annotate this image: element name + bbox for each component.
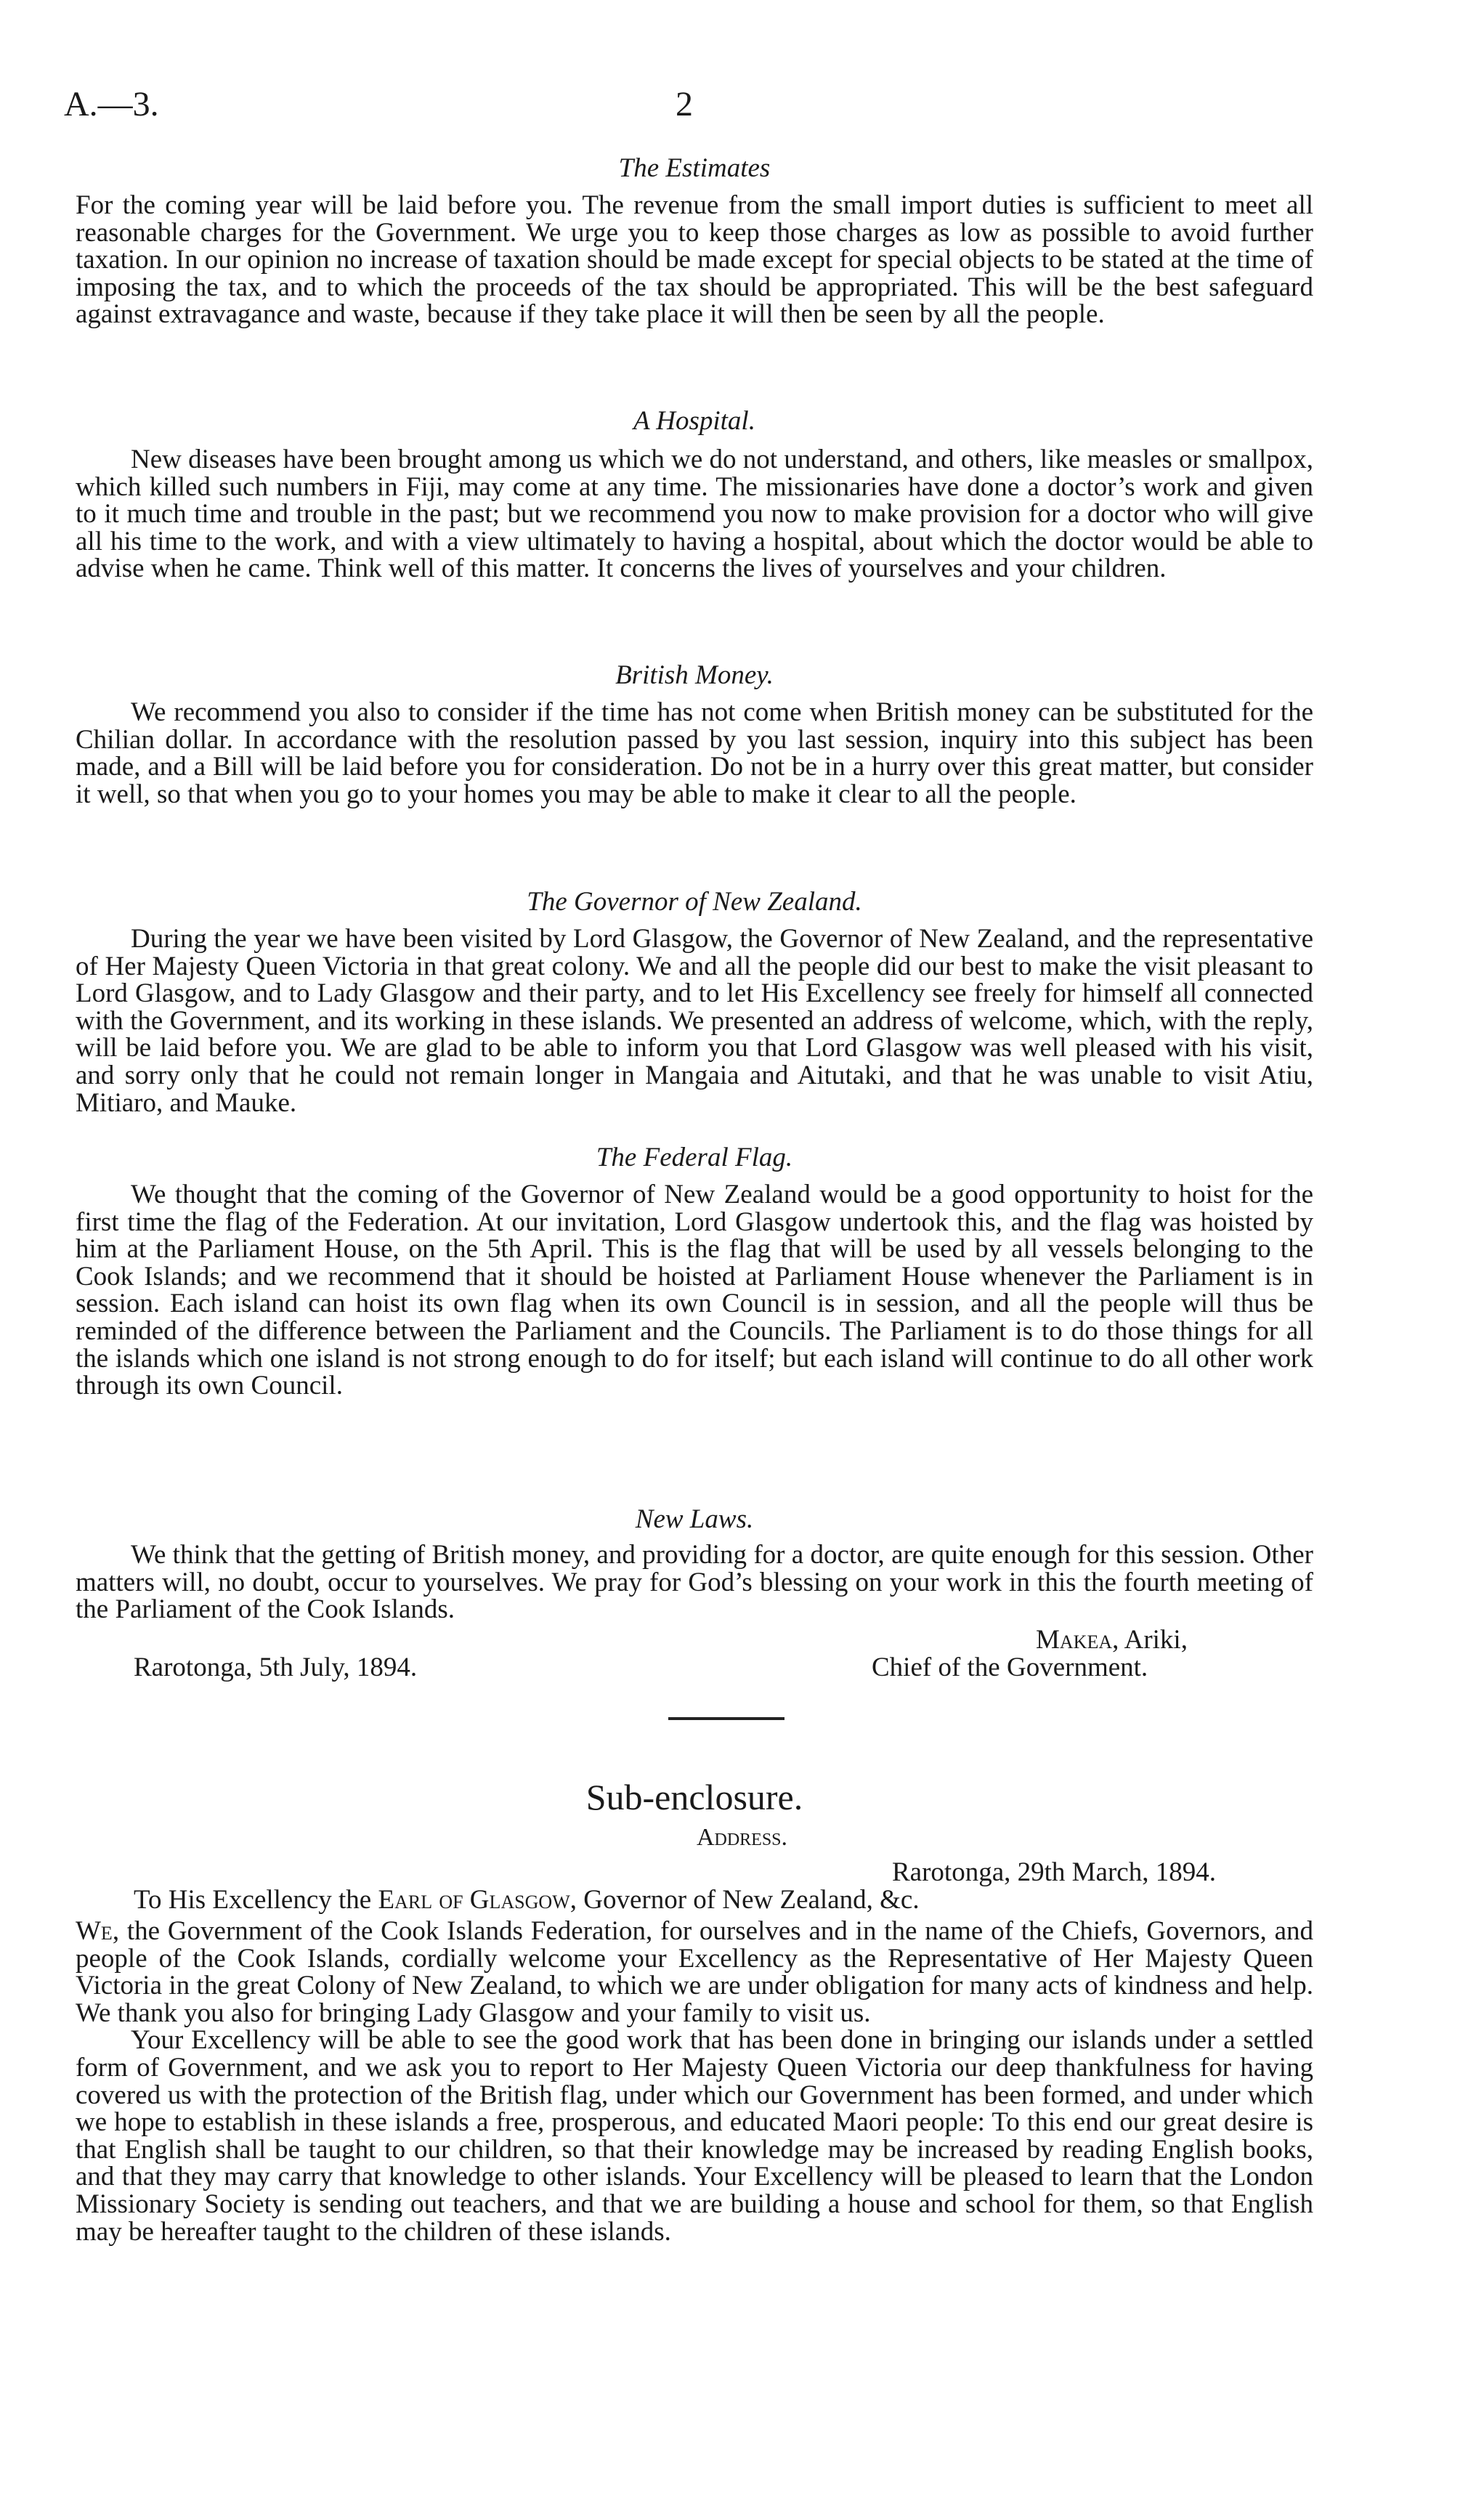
heading-british-money: British Money.: [615, 660, 774, 690]
address-label: Address.: [696, 1824, 788, 1851]
signatory-line: Makea, Ariki,: [1036, 1625, 1188, 1655]
paragraph-text: , the Government of the Cook Islands Federation, for ourselves and in the name of the Chiefs, Governors, and people of the Cook Islands, cordially welcome your Excellency as the Representative of Her Majesty Queen Victoria in the great Colony of New Zealand, to which we are under obligation for many acts of kindness and help. We thank you also for bringing Lady Glasgow and your family to visit us.: [76, 1916, 1313, 2028]
paragraph: We thought that the coming of the Governor of New Zealand would be a good opportunity to hoist for the first time the flag of the Federation. At our invitation, Lord Glasgow undertook this, and the flag was hoisted by him at the Parliament House, on the 5th April. This is the flag that will be used by all vessels belonging to the Cook Islands; and we recommend that it should be hoisted at Parliament House whenever the Parliament is in session. Each island can hoist its own flag when its own Council is in session, and all the people will thus be reminded of the difference between the Parliament and the Councils. The Parliament is to do those things for all the islands which one island is not strong enough to do for itself; but each island will continue to do all other work through its own Council.: [76, 1180, 1313, 1401]
heading-new-laws: New Laws.: [635, 1504, 754, 1534]
paragraph: Your Excellency will be able to see the good work that has been done in bringing our islands under a settled form of Government, and we ask you to report to Her Majesty Queen Victoria our deep thankfulness for having covered us with the protection of the British flag, under which our Government has been formed, and under which we hope to establish in these islands a free, prosperous, and educated Maori people: To this end our great desire is that English shall be taught to our children, so that their knowledge may be increased by reading English books, and that they may carry that knowledge to other islands. Your Excellency will be pleased to learn that the London Missionary Society is sending out teachers, and that we are building a house and school for them, so that English may be hereafter taught to the children of these islands.: [76, 2025, 1313, 2247]
signatory-role: Chief of the Government.: [872, 1653, 1148, 1682]
signatory-name: Makea: [1036, 1625, 1113, 1655]
section-british-money: [76, 699, 1313, 808]
address-body: [76, 1918, 1313, 2245]
page-number: 2: [676, 85, 693, 123]
salutation-prefix: To His Excellency the: [134, 1885, 372, 1915]
section-divider: [668, 1717, 784, 1720]
paragraph: During the year we have been visited by Lord Glasgow, the Governor of New Zealand, and the representative of Her Majesty Queen Victoria in that great colony. We and all the people did our best to make the visit pleasant to Lord Glasgow, and to Lady Glasgow and their party, and to let His Excellency see freely for himself all connected with the Government, and its working in these islands. We presented an address of welcome, which, with the reply, will be laid before you. We are glad to be able to inform you that Lord Glasgow was well pleased with his visit, and sorry only that he could not remain longer in Mangaia and Aitutaki, and that he was unable to visit Atiu, Mitiaro, and Mauke.: [76, 924, 1313, 1118]
section-estimates: [76, 192, 1313, 328]
paragraph: For the coming year will be laid before you. The revenue from the small import duties is sufficient to meet all reasonable charges for the Government. We urge you to keep those charges as low as possible to avoid further taxation. In our opinion no increase of taxation should be made except for special objects to be stated at the time of imposing the tax, and to which the proceeds of the tax should be appropriated. This will be the best safeguard against extravagance and waste, because if they take place it will then be seen by all the people.: [76, 190, 1313, 330]
section-hospital: [76, 446, 1313, 583]
heading-federal-flag: The Federal Flag.: [596, 1143, 793, 1172]
document-reference: A.—3.: [64, 85, 159, 123]
salutation-name: Earl of Glasgow: [378, 1885, 570, 1915]
salutation-suffix: , Governor of New Zealand, &c.: [569, 1885, 920, 1915]
section-federal-flag: [76, 1181, 1313, 1400]
paragraph: [76, 1918, 1313, 2027]
sub-enclosure-title: Sub-enclosure.: [585, 1777, 803, 1817]
section-governor: [76, 925, 1313, 1116]
place-date: Rarotonga, 5th July, 1894.: [134, 1653, 418, 1682]
salutation: [134, 1886, 920, 1915]
signatory-title: Ariki,: [1124, 1625, 1188, 1655]
section-new-laws: [76, 1541, 1313, 1623]
paragraph: We think that the getting of British money, and providing for a doctor, are quite enough for this session. Other matters will, no doubt, occur to yourselves. We pray for God’s blessing on your work in this the fourth meeting of the Parliament of the Cook Islands.: [76, 1540, 1313, 1625]
heading-governor: The Governor of New Zealand.: [527, 887, 862, 917]
first-word: We: [76, 1916, 113, 1946]
paragraph: We recommend you also to consider if the time has not come when British money can be substituted for the Chilian dollar. In accordance with the resolution passed by you last session, inquiry into this subject has been made, and a Bill will be laid before you for consideration. Do not be in a hurry over this great matter, but consider it well, so that when you go to your homes you may be able to make it clear to all the people.: [76, 697, 1313, 809]
heading-estimates: The Estimates: [618, 153, 771, 183]
paragraph: New diseases have been brought among us which we do not understand, and others, like measles or smallpox, which killed such numbers in Fiji, may come at any time. The missionaries have done a doctor’s work and given to it much time and trouble in the past; but we recommend you now to make provision for a doctor who will give all his time to the work, and with a view ultimately to having a hospital, about which the doctor would be able to advise when he came. Think well of this matter. It concerns the lives of yourselves and your children.: [76, 445, 1313, 584]
heading-hospital: A Hospital.: [633, 406, 755, 436]
address-date: Rarotonga, 29th March, 1894.: [892, 1857, 1216, 1887]
